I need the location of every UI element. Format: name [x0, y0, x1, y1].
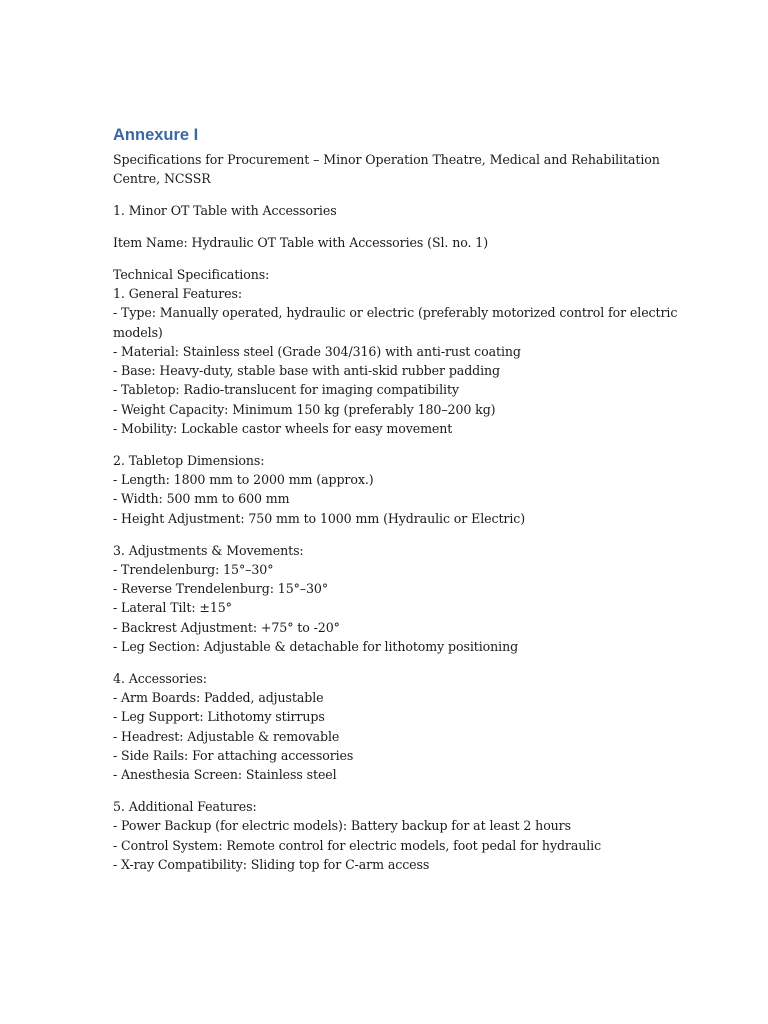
spec-line: - Trendelenburg: 15°–30° — [113, 561, 274, 577]
spec-line: - Arm Boards: Padded, adjustable — [113, 690, 324, 706]
spec-line: - Weight Capacity: Minimum 150 kg (preferably 180–200 kg) — [113, 401, 496, 417]
spec-line: models) — [113, 324, 163, 340]
spec-block — [113, 451, 673, 528]
document-heading: Annexure I — [113, 126, 199, 144]
spec-block — [113, 669, 673, 785]
spec-line: - Side Rails: For attaching accessories — [113, 748, 354, 764]
intro-paragraph — [113, 150, 673, 189]
spec-line: - Leg Section: Adjustable & detachable for lithotomy positioning — [113, 639, 519, 655]
spec-line: - Reverse Trendelenburg: 15°–30° — [113, 581, 329, 597]
spec-block-title: 5. Additional Features: — [113, 799, 257, 815]
spec-block — [113, 265, 678, 439]
item-name: Item Name: Hydraulic OT Table with Accessories (Sl. no. 1) — [113, 234, 489, 250]
intro-line: Centre, NCSSR — [113, 171, 211, 187]
specification-blocks — [113, 265, 678, 875]
spec-line: - Lateral Tilt: ±15° — [113, 600, 232, 616]
spec-block-title: 4. Accessories: — [113, 670, 207, 686]
spec-line: - Tabletop: Radio-translucent for imaging compatibility — [113, 382, 459, 398]
spec-line: - Anesthesia Screen: Stainless steel — [113, 767, 337, 783]
spec-block-title: Technical Specifications: — [113, 266, 270, 282]
spec-block-title: 2. Tabletop Dimensions: — [113, 452, 265, 468]
spec-block — [113, 797, 673, 874]
spec-line: - Leg Support: Lithotomy stirrups — [113, 709, 325, 725]
document-page — [113, 124, 678, 887]
spec-line: - Headrest: Adjustable & removable — [113, 728, 340, 744]
spec-line: - Width: 500 mm to 600 mm — [113, 491, 290, 507]
spec-line: - Power Backup (for electric models): Battery backup for at least 2 hours — [113, 818, 571, 834]
spec-line: - Height Adjustment: 750 mm to 1000 mm (Hydraulic or Electric) — [113, 510, 526, 526]
spec-block — [113, 541, 673, 657]
spec-line: - Type: Manually operated, hydraulic or electric (preferably motorized control for electric — [113, 305, 678, 321]
spec-line: - Length: 1800 mm to 2000 mm (approx.) — [113, 472, 374, 488]
spec-line: - Backrest Adjustment: +75° to -20° — [113, 619, 340, 635]
section-title-paragraph — [113, 201, 673, 220]
spec-line: - Mobility: Lockable castor wheels for easy movement — [113, 421, 453, 437]
spec-line: - X-ray Compatibility: Sliding top for C-arm access — [113, 857, 430, 872]
spec-line: - Base: Heavy-duty, stable base with anti-skid rubber padding — [113, 363, 501, 379]
intro-line: Specifications for Procurement – Minor Operation Theatre, Medical and Rehabilitation — [113, 152, 660, 167]
spec-block-title: 3. Adjustments & Movements: — [113, 542, 304, 558]
section-title: 1. Minor OT Table with Accessories — [113, 203, 337, 219]
spec-line: - Control System: Remote control for electric models, foot pedal for hydraulic — [113, 837, 602, 853]
item-name-paragraph — [113, 233, 673, 252]
spec-line: 1. General Features: — [113, 285, 243, 301]
spec-line: - Material: Stainless steel (Grade 304/316) with anti-rust coating — [113, 343, 521, 359]
